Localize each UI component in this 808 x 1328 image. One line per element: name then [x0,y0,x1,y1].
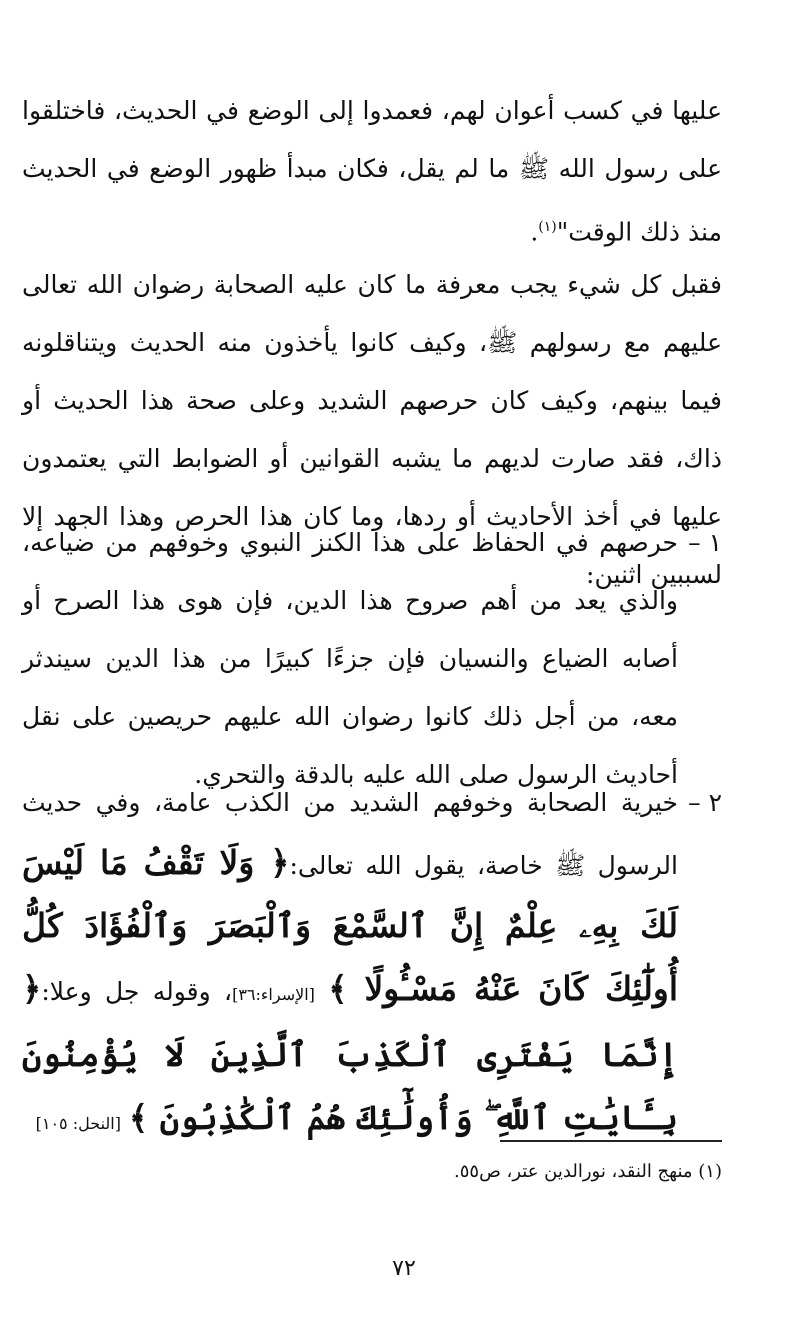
list-item-2-body [22,774,722,1153]
list-item-2-number: ٢ – [688,788,722,817]
quran-verse-nahl: ﴿ إِنَّمَا يَفْتَرِى ٱلْكَذِبَ ٱلَّذِينَ لَا يُؤْمِنُونَ بِـَٔايَٰتِ ٱللَّهِ ۖ وَأُولَٰٓئِكَ هُمُ ٱلْكَٰذِبُونَ ﴾ [22,969,678,1137]
footnote-text: (١) منهج النقد، نورالدين عتر، ص٥٥. [453,1161,722,1182]
verse-reference-nahl: [النحل: ١٠٥] [35,1114,121,1133]
footnote-marker: (١) [538,219,557,235]
intro-end: . [530,217,539,247]
verse-reference-isra: [الإسراء:٣٦] [232,985,315,1004]
page-number: ٧٢ [392,1256,416,1281]
intro-paragraph [22,82,722,261]
intro-text: عليها في كسب أعوان لهم، فعمدوا إلى الوضع في الحديث، فاختلقوا على رسول الله ﷺ ما لم يقل، فكان مبدأ ظهور الوضع في الحديث منذ ذلك الوقت" [22,96,722,247]
footnote-separator [500,1140,722,1142]
verse-connector: ، وقوله جل وعلا: [41,977,233,1006]
list-item-1-text: حرصهم في الحفاظ على هذا الكنز النبوي وخوفهم من ضياعه، والذي يعد من أهم صروح هذا الدين، فإن هوى هذا الصرح أو أصابه الضياع والنسيان فإن جزءًا كبيرًا من هذا الدين سيندثر معه، من أجل ذلك كانوا رضوان الله عليهم حريصين على نقل أحاديث الرسول صلى الله عليه بالدقة والتحري. [22,528,678,789]
main-paragraph-text: فقبل كل شيء يجب معرفة ما كان عليه الصحابة رضوان الله تعالى عليهم مع رسولهم ﷺ، وكيف كانوا يأخذون منه الحديث ويتناقلونه فيما بينهم، وكيف كان حرصهم الشديد وعلى صحة هذا الحديث أو ذاك، فقد صارت لديهم ما يشبه القوانين أو الضوابط التي يعتمدون عليها في أخذ الأحاديث أو ردها، وما كان هذا الحرص وهذا الجهد إلا لسببين اثنين: [22,270,722,589]
list-item-1 [22,514,722,804]
list-item-2-text: خيرية الصحابة وخوفهم الشديد من الكذب عامة، وفي حديث الرسول ﷺ خاصة، يقول الله تعالى: [22,788,678,880]
list-item-1-number: ١ – [688,528,722,557]
quran-verse-isra: ﴿ وَلَا تَقْفُ مَا لَيْسَ لَكَ بِهِۦ عِلْمٌ إِنَّ ٱلسَّمْعَ وَٱلْبَصَرَ وَٱلْفُؤَادَ كُلُّ أُولَٰٓئِكَ كَانَ عَنْهُ مَسْـُٔولًا ﴾ [22,843,678,1008]
list-item-2 [22,774,722,1153]
footnote [22,1158,722,1186]
